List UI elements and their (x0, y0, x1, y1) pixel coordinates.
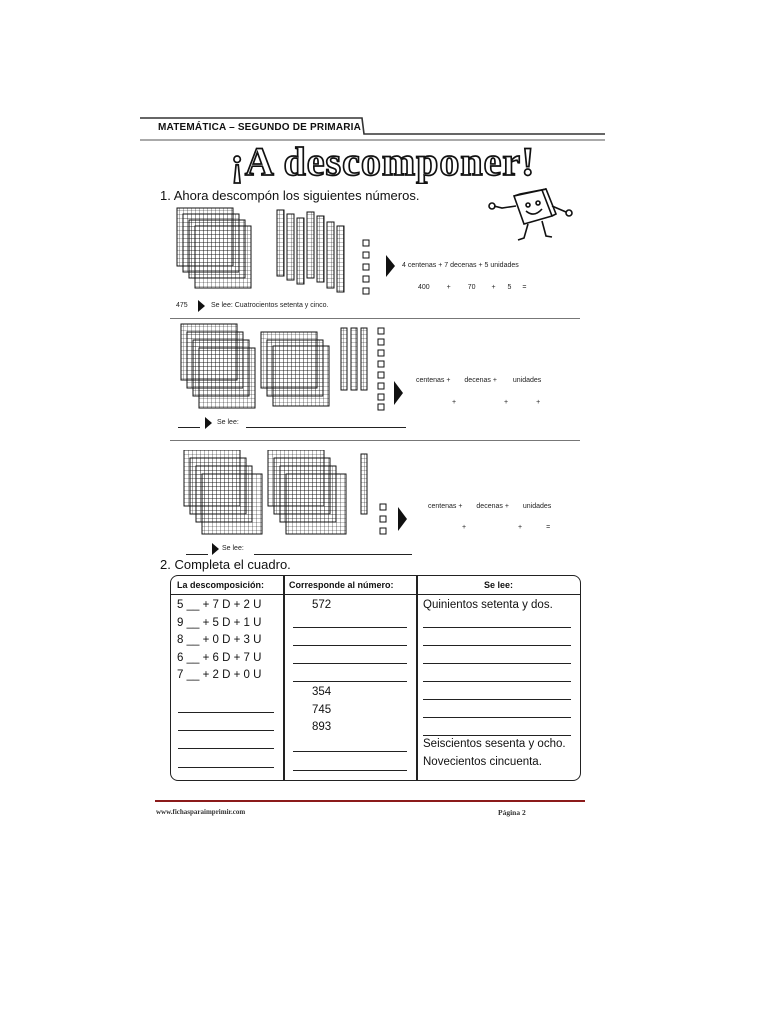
hundreds-label: centenas + (416, 377, 451, 384)
arrow-icon (394, 381, 404, 405)
arrow-icon (386, 255, 396, 277)
reading-cell: Seiscientos sesenta y ocho. (423, 738, 566, 750)
reading-cell: Novecientos cincuenta. (423, 755, 542, 768)
hundreds-flats (177, 208, 251, 288)
decomposition-row: 9 __ + 5 D + 1 U (177, 616, 262, 629)
answer-blank (293, 645, 407, 646)
answer-blank (178, 730, 274, 731)
units-cubes (363, 240, 369, 294)
number-cell: 354 (312, 686, 332, 698)
column-header-reading: Se lee: (484, 580, 514, 590)
item2-plus-signs (452, 399, 540, 406)
plus-sign: + (452, 399, 457, 406)
answer-blank (423, 645, 571, 646)
value-hundreds: 400 (418, 284, 430, 291)
answer-blank (423, 627, 571, 628)
item1-reading: Se lee: Cuatrocientos setenta y cinco. (211, 302, 329, 309)
answer-blank (293, 681, 407, 682)
column-header-number: Corresponde al número: (289, 580, 394, 590)
value-units: 5 (507, 284, 512, 291)
arrow-icon (205, 417, 213, 429)
number-cell: 893 (312, 721, 332, 734)
tens-rods (277, 210, 344, 292)
header-subject: MATEMÁTICA – SEGUNDO DE PRIMARIA (158, 122, 362, 133)
item3-plus-signs (462, 524, 550, 531)
column-header-decomposition: La descomposición: (177, 580, 265, 590)
completion-table (170, 575, 581, 781)
column-separator (416, 576, 418, 781)
plus-sign: + (504, 399, 509, 406)
reading-blank (246, 427, 406, 428)
answer-blank (178, 712, 274, 713)
plus-sign: + (462, 524, 467, 531)
exercise1-instruction: 1. Ahora descompón los siguientes números. (160, 188, 420, 203)
tens-rods (361, 454, 367, 514)
item2-reading-label: Se lee: (217, 419, 239, 426)
tens-label: decenas + (476, 503, 509, 510)
answer-blank (293, 663, 407, 664)
decomposition-column (177, 597, 279, 685)
reading-blank (254, 554, 412, 555)
base-ten-blocks-2 (175, 322, 395, 414)
divider (170, 318, 580, 319)
number-cell: 572 (312, 599, 332, 611)
answer-blank (178, 748, 274, 749)
title-text: ¡A descomponer! (230, 139, 536, 184)
base-ten-blocks-1 (175, 206, 385, 300)
arrow-icon (198, 300, 206, 312)
answer-blank (423, 717, 571, 718)
units-cubes (378, 328, 384, 410)
item1-values (418, 284, 538, 291)
decomposition-row: 7 __ + 2 D + 0 U (177, 669, 262, 682)
answer-blank (293, 751, 407, 752)
number-cell: 745 (312, 703, 332, 716)
tens-label: decenas + (464, 377, 497, 384)
number-blank (186, 554, 208, 555)
plus-sign: + (491, 284, 496, 291)
item3-decomposition (428, 503, 551, 510)
worksheet-title (150, 138, 616, 184)
footer-page-number: Página 2 (498, 808, 526, 817)
hundreds-flats (184, 450, 346, 534)
answer-blank (293, 770, 407, 771)
column-separator (283, 576, 285, 781)
item3-reading-label: Se lee: (222, 545, 244, 552)
arrow-icon (212, 543, 220, 555)
hundreds-label: centenas + (428, 503, 463, 510)
arrow-icon (398, 507, 408, 531)
units-label: unidades (522, 503, 552, 510)
tens-rods (341, 328, 367, 390)
plus-sign: + (536, 399, 541, 406)
number-blank (178, 427, 200, 428)
decomposition-row: 8 __ + 0 D + 3 U (177, 634, 262, 647)
value-tens: 70 (467, 284, 476, 291)
number-list (312, 684, 331, 737)
footer-website: www.fichasparaimprimir.com (156, 808, 246, 816)
equals-sign: = (546, 524, 551, 531)
equals-sign: = (522, 284, 527, 291)
answer-blank (178, 767, 274, 768)
item1-number: 475 (176, 302, 188, 309)
plus-sign: + (446, 284, 451, 291)
cube-mascot-icon (484, 186, 580, 252)
plus-sign: + (518, 524, 523, 531)
answer-blank (423, 663, 571, 664)
answer-blank (293, 627, 407, 628)
reading-cell: Quinientos setenta y dos. (423, 599, 553, 611)
hundreds-flats (181, 324, 329, 408)
answer-blank (423, 699, 571, 700)
base-ten-blocks-3 (180, 450, 400, 542)
units-cubes (380, 504, 386, 534)
footer-rule (155, 800, 585, 802)
units-label: unidades (512, 377, 542, 384)
decomposition-row: 6 __ + 6 D + 7 U (177, 651, 262, 664)
item2-decomposition (416, 377, 541, 384)
divider (170, 440, 580, 441)
item1-decomposition: 4 centenas + 7 decenas + 5 unidades (402, 262, 519, 269)
decomposition-row: 5 __ + 7 D + 2 U (177, 599, 262, 611)
exercise2-instruction: 2. Completa el cuadro. (160, 557, 291, 572)
answer-blank (423, 681, 571, 682)
reading-list (423, 736, 566, 771)
